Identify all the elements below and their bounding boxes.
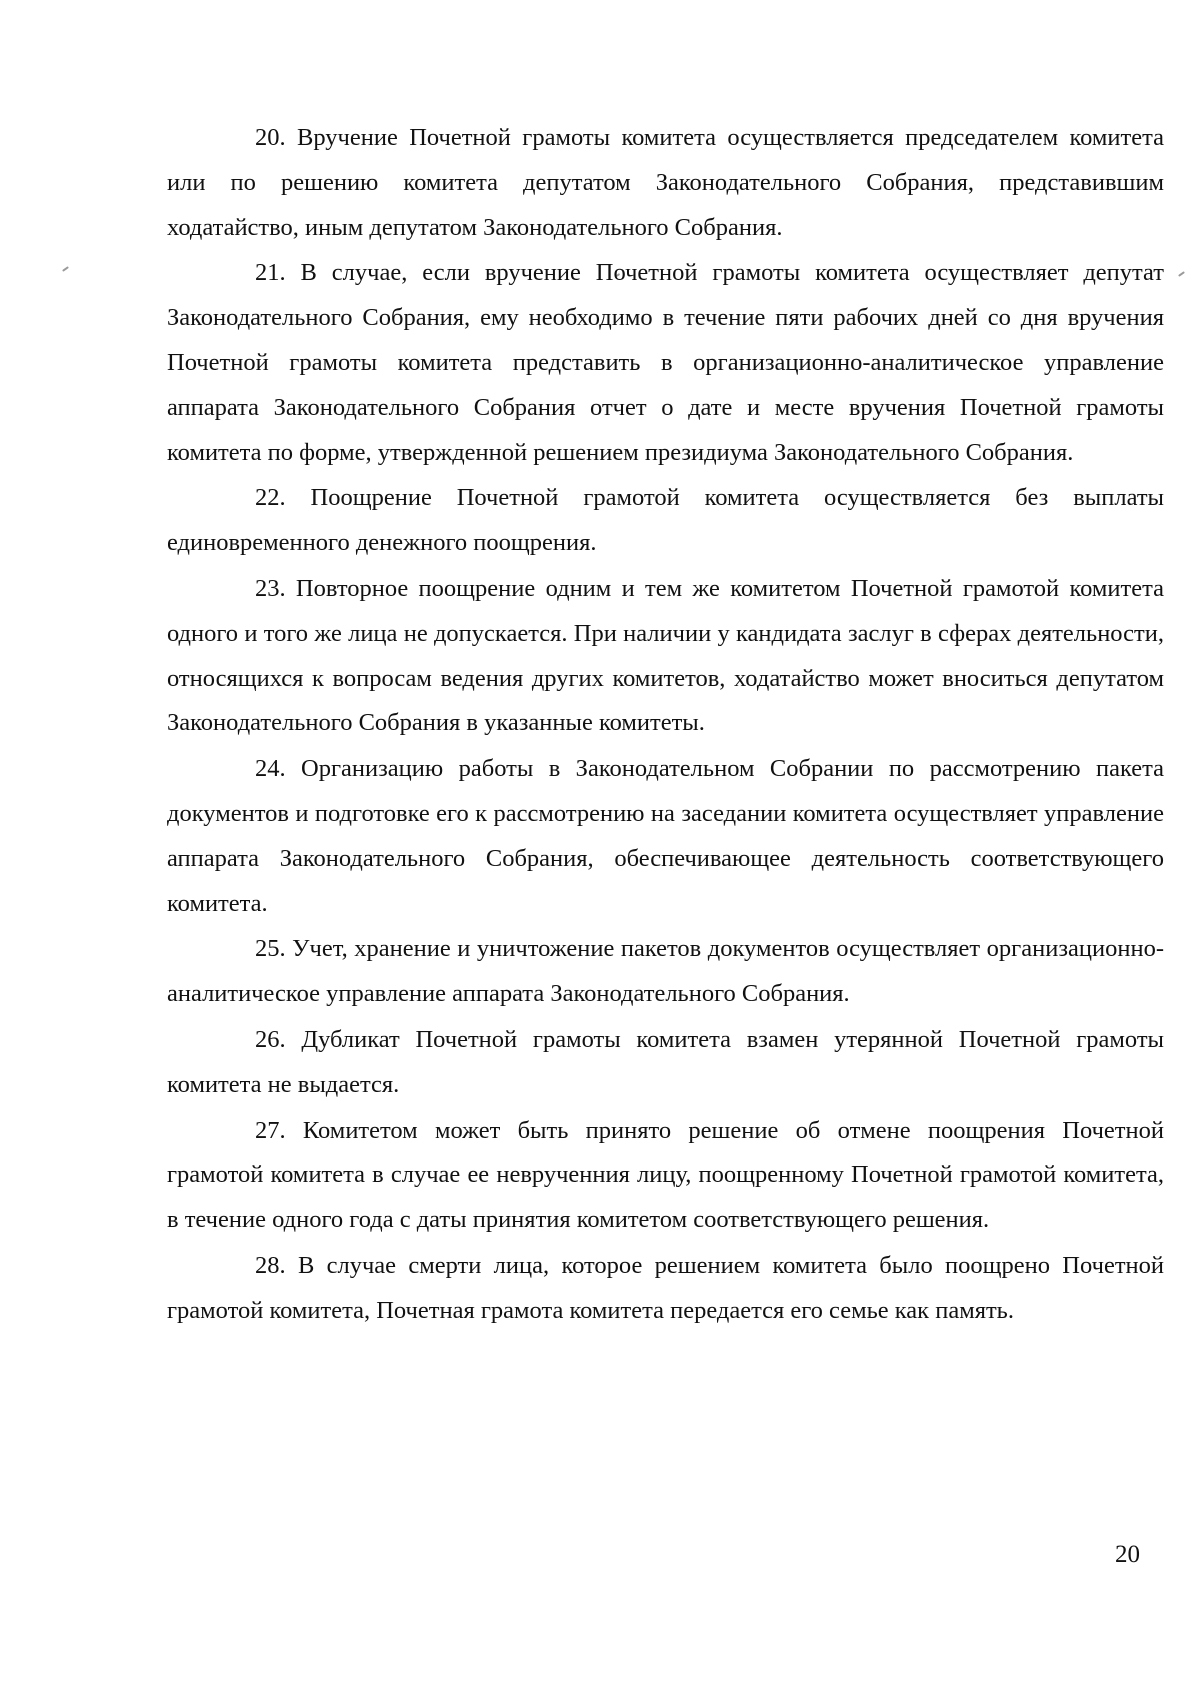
document-body bbox=[167, 116, 1164, 1334]
paragraph-26: 26. Дубликат Почетной грамоты комитета взамен утерянной Почетной грамоты комитета не выдается. bbox=[167, 1025, 1164, 1098]
paragraph-20: 20. Вручение Почетной грамоты комитета осуществляется председателем комитета или по решению комитета депутатом Законодательного Собрания, представившим ходатайство, иным депутатом Законодательного Собрания. bbox=[167, 124, 1164, 241]
paragraph-23: 23. Повторное поощрение одним и тем же комитетом Почетной грамотой комитета одного и того же лица не допускается. При наличии у кандидата заслуг в сферах деятельности, относящихся к вопросам ведения других комитетов, ходатайство может вноситься депутатом Законодательного Собрания в указанные комитеты. bbox=[167, 574, 1164, 737]
paragraph-24: 24. Организацию работы в Законодательном Собрании по рассмотрению пакета документов и подготовке его к рассмотрению на заседании комитета осуществляет управление аппарата Законодательного Собрания, обеспечивающее деятельность соответствующего комитета. bbox=[167, 755, 1164, 917]
page-number: 20 bbox=[1115, 1541, 1140, 1568]
scan-speck bbox=[1178, 271, 1185, 277]
scan-speck bbox=[62, 266, 69, 272]
paragraph-25: 25. Учет, хранение и уничтожение пакетов документов осуществляет организационно-аналитическое управление аппарата Законодательного Собрания. bbox=[167, 935, 1164, 1008]
paragraph-21: 21. В случае, если вручение Почетной грамоты комитета осуществляет депутат Законодательного Собрания, ему необходимо в течение пяти рабочих дней со дня вручения Почетной грамоты комитета представить в организационно-аналитическое управление аппарата Законодательного Собрания отчет о дате и месте вручения Почетной грамоты комитета по форме, утвержденной решением президиума Законодательного Собрания. bbox=[167, 259, 1164, 466]
paragraph-22: 22. Поощрение Почетной грамотой комитета осуществляется без выплаты единовременного денежного поощрения. bbox=[167, 484, 1164, 557]
paragraph-28: 28. В случае смерти лица, которое решением комитета было поощрено Почетной грамотой комитета, Почетная грамота комитета передается его семье как память. bbox=[167, 1251, 1164, 1324]
paragraph-27: 27. Комитетом может быть принято решение об отмене поощрения Почетной грамотой комитета в случае ее неврученния лицу, поощренному Почетной грамотой комитета, в течение одного года с даты принятия комитетом соответствующего решения. bbox=[167, 1116, 1164, 1234]
